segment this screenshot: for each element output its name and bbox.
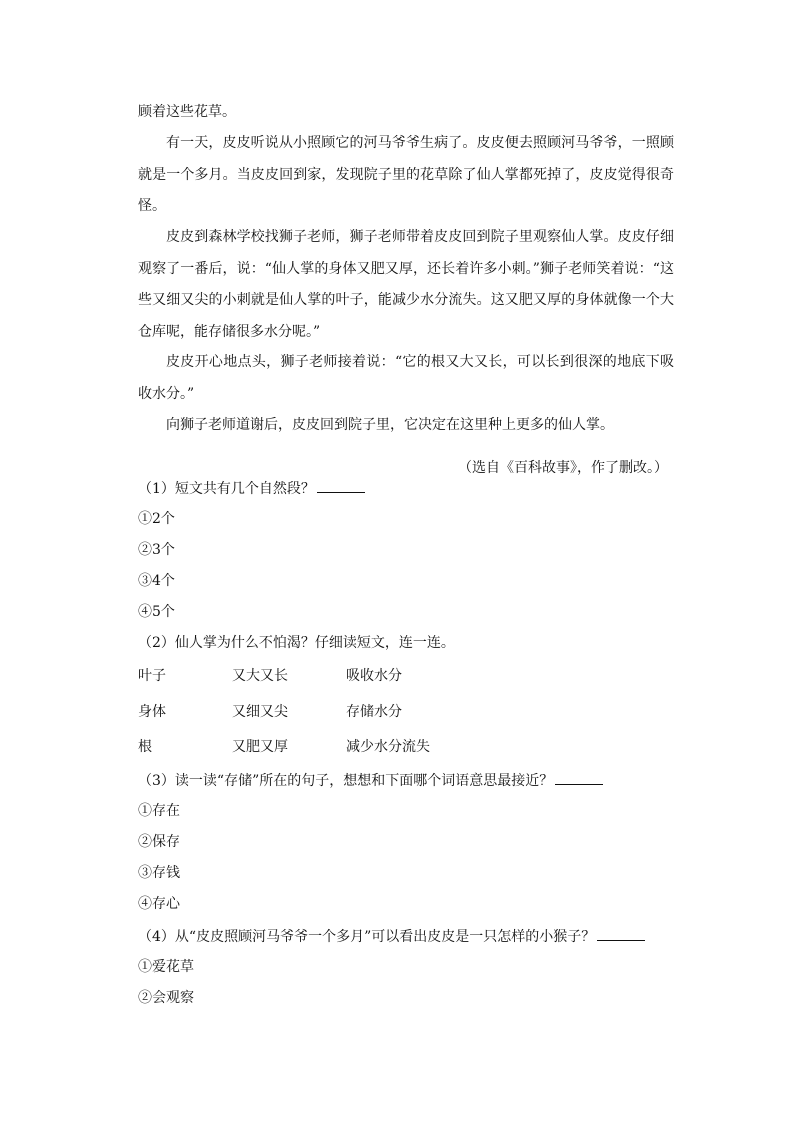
matching-right-item: 存储水分	[346, 704, 402, 720]
question-4-stem	[138, 926, 645, 947]
matching-left-item: 叶子	[138, 668, 166, 684]
passage-paragraph-3: 皮皮开心地点头，狮子老师接着说：“它的根又大又长，可以长到很深的地底下吸收水分。”	[138, 354, 674, 402]
question-3-option-2: ②保存	[138, 834, 180, 850]
question-4-option-1: ①爱花草	[138, 959, 194, 975]
question-1-stem	[138, 478, 365, 499]
matching-middle-item: 又肥又厚	[232, 739, 288, 755]
question-3-text: （3）读一读“存储”所在的句子，想想和下面哪个词语意思最接近？	[138, 773, 554, 789]
matching-right-item: 减少水分流失	[346, 739, 430, 755]
passage-paragraph-2: 皮皮到森林学校找狮子老师，狮子老师带着皮皮回到院子里观察仙人掌。皮皮仔细观察了一番后，说：“仙人掌的身体又肥又厚，还长着许多小刺。”狮子老师笑着说：“这些又细又尖的小刺就是仙人掌的叶子，能减少水分流失。这又肥又厚的身体就像一个大仓库呢，能存储很多水分呢。”	[138, 229, 674, 340]
question-4-option-2: ②会观察	[138, 990, 194, 1006]
passage-source: （选自《百科故事》，作了删改。）	[458, 460, 668, 476]
question-3-answer-blank[interactable]	[555, 770, 603, 785]
question-4-text: （4）从“皮皮照顾河马爷爷一个多月”可以看出皮皮是一只怎样的小猴子？	[138, 929, 596, 945]
question-1-option-2: ②3个	[138, 542, 175, 558]
question-1-answer-blank[interactable]	[317, 478, 365, 493]
matching-middle-item: 又大又长	[232, 668, 288, 684]
passage-paragraph-1: 有一天，皮皮听说从小照顾它的河马爷爷生病了。皮皮便去照顾河马爷爷，一照顾就是一个多月。当皮皮回到家，发现院子里的花草除了仙人掌都死掉了，皮皮觉得很奇怪。	[138, 135, 674, 214]
passage-paragraph-4: 向狮子老师道谢后，皮皮回到院子里，它决定在这里种上更多的仙人掌。	[166, 417, 614, 433]
matching-right-item: 吸收水分	[346, 668, 402, 684]
passage-line-continued: 顾着这些花草。	[138, 104, 236, 120]
question-1-option-3: ③4个	[138, 573, 175, 589]
question-1-option-4: ④5个	[138, 604, 175, 620]
matching-middle-item: 又细又尖	[232, 704, 288, 720]
matching-left-item: 根	[138, 739, 152, 755]
question-3-option-3: ③存钱	[138, 865, 180, 881]
question-4-answer-blank[interactable]	[597, 926, 645, 941]
matching-left-item: 身体	[138, 704, 166, 720]
question-1-option-1: ①2个	[138, 511, 175, 527]
question-1-text: （1）短文共有几个自然段？	[138, 481, 315, 497]
question-2-stem: （2）仙人掌为什么不怕渴？仔细读短文，连一连。	[138, 635, 455, 651]
question-3-option-1: ①存在	[138, 803, 180, 819]
question-3-stem	[138, 770, 603, 791]
question-3-option-4: ④存心	[138, 896, 180, 912]
